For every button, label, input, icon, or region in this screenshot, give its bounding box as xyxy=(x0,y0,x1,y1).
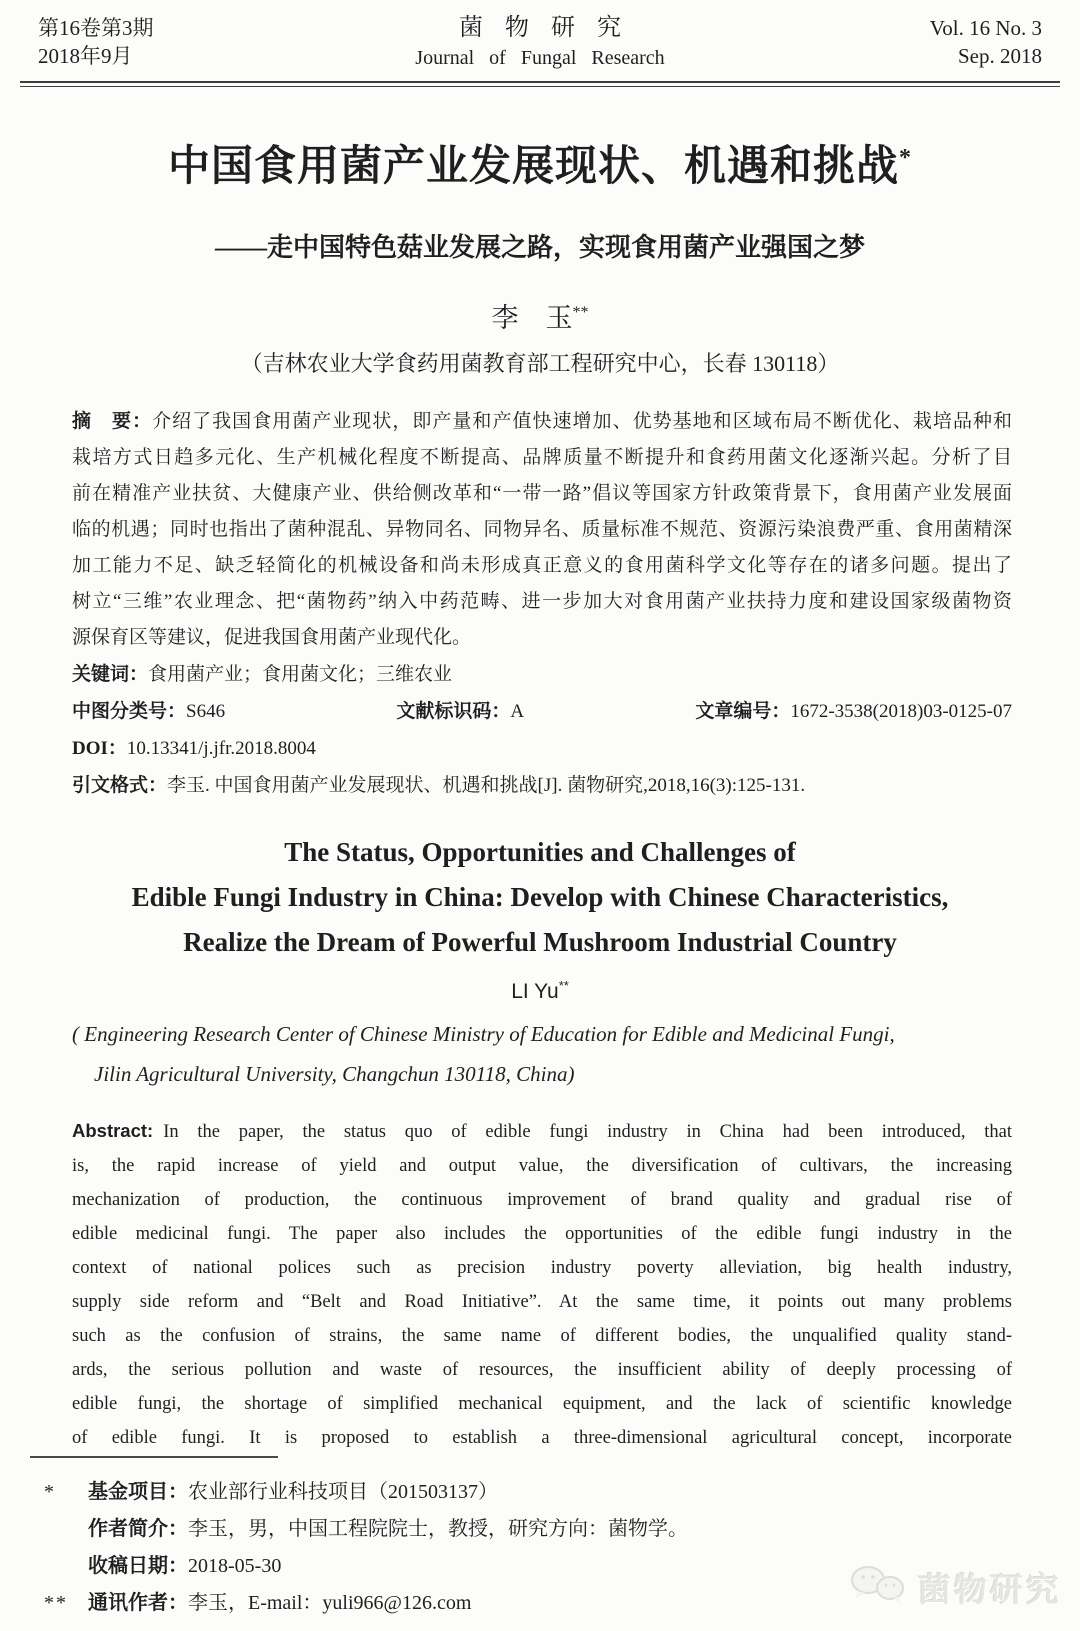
footnote-text-wrap xyxy=(88,1511,1050,1548)
english-abstract-label: Abstract: xyxy=(72,1120,154,1141)
abstract-line: 树立“三维”农业理念、把“菌物药”纳入中药范畴、进一步加大对食用菌产业扶持力度和建设国家级菌物资 xyxy=(72,591,1012,612)
english-abstract-line: ards, the serious pollution and waste of resources, the insufficient ability of deeply processing of xyxy=(72,1360,1012,1380)
abstract-line: 加工能力不足、缺乏轻简化的机械设备和尚未形成真正意义的食用菌科学文化等存在的诸多问题。提出了 xyxy=(72,555,1012,576)
footnote-text: 农业部行业科技项目（201503137） xyxy=(188,1481,498,1503)
keywords-text: 食用菌产业；食用菌文化；三维农业 xyxy=(148,664,453,685)
wechat-bubbles-icon xyxy=(848,1562,910,1613)
abstract-line: 临的机遇；同时也指出了菌种混乱、异物同名、同物异名、质量标准不规范、资源污染浪费严重、食用菌精深 xyxy=(72,519,1012,540)
title-footnote-mark: * xyxy=(899,145,912,171)
footnote-marker xyxy=(30,1511,88,1548)
english-abstract-line: is, the rapid increase of yield and output value, the diversification of cultivars, the increasing xyxy=(72,1156,1012,1176)
english-abstract-line: supply side reform and “Belt and Road Initiative”. At the same time, it points out many problems xyxy=(72,1292,1012,1312)
abstract-label: 摘 要： xyxy=(72,411,153,432)
author-name-text: 李 玉 xyxy=(491,303,573,333)
document-code xyxy=(396,693,524,730)
abstract-line: 源保育区等建议，促进我国食用菌产业现代化。 xyxy=(72,627,472,648)
english-abstract-section xyxy=(72,1114,1012,1455)
doi-label: DOI： xyxy=(72,738,127,759)
keywords-label: 关键词： xyxy=(72,664,149,685)
article-subtitle: ——走中国特色菇业发展之路，实现食用菌产业强国之梦 xyxy=(214,233,865,262)
english-affiliation-line: ( Engineering Research Center of Chinese Ministry of Education for Edible and Medicinal Fungi, xyxy=(72,1022,895,1046)
footnote-text: 2018-05-30 xyxy=(188,1555,282,1577)
article-title xyxy=(0,133,1080,193)
footnote-marker: ** xyxy=(44,1592,68,1614)
footnote-item xyxy=(30,1474,1050,1511)
doi-line xyxy=(72,730,1012,767)
english-affiliation xyxy=(72,1014,1012,1094)
author-footnote-mark: ** xyxy=(572,304,589,321)
issue-date-cn: 2018年9月 xyxy=(38,44,133,68)
classification-line xyxy=(72,693,1012,730)
english-abstract-line: edible medicinal fungi. The paper also includes the opportunities of the edible fungi industry in the xyxy=(72,1224,1012,1244)
english-abstract-line: context of national polices such as precision industry poverty alleviation, big health industry, xyxy=(72,1258,1012,1278)
english-author-text: LI Yu xyxy=(511,980,559,1003)
english-title-line: Edible Fungi Industry in China: Develop with Chinese Characteristics, xyxy=(131,882,949,912)
footnote-text-wrap xyxy=(88,1474,1050,1511)
watermark-logo xyxy=(848,1562,1062,1613)
issue-info xyxy=(38,14,238,70)
clc-number xyxy=(72,693,225,730)
english-abstract-line: mechanization of production, the continuous improvement of brand quality and gradual rise of xyxy=(72,1190,1012,1210)
document-code-value: A xyxy=(510,701,525,722)
chinese-abstract-section xyxy=(72,404,1012,804)
english-title-line: Realize the Dream of Powerful Mushroom Industrial Country xyxy=(183,927,897,957)
citation-text: 李玉. 中国食用菌产业发展现状、机遇和挑战[J]. 菌物研究,2018,16(3):125-131. xyxy=(167,775,806,796)
watermark-text: 菌物研究 xyxy=(918,1573,1062,1609)
clc-value: S646 xyxy=(186,701,226,722)
footnote-label: 收稿日期： xyxy=(88,1555,188,1577)
citation-line xyxy=(72,767,1012,804)
journal-header xyxy=(0,0,1080,72)
citation-label: 引文格式： xyxy=(72,775,168,796)
footnote-marker: * xyxy=(44,1481,56,1503)
footnote-label: 基金项目： xyxy=(88,1481,188,1503)
english-abstract-line: such as the confusion of strains, the same name of different bodies, the unqualified quality stand- xyxy=(72,1326,1012,1346)
footnote-label: 作者简介： xyxy=(88,1518,188,1540)
article-title-text: 中国食用菌产业发展现状、机遇和挑战 xyxy=(167,144,899,190)
article-id xyxy=(695,693,1012,730)
clc-label: 中图分类号： xyxy=(72,701,187,722)
doi-value: 10.13341/j.jfr.2018.8004 xyxy=(126,738,316,759)
article-id-label: 文章编号： xyxy=(695,701,791,722)
footnote-label: 通讯作者： xyxy=(88,1592,188,1614)
journal-title-cn: 菌物研究 xyxy=(459,15,643,41)
english-title-line: The Status, Opportunities and Challenges of xyxy=(284,837,796,867)
english-abstract-line: of edible fungi. It is proposed to establish a three-dimensional agricultural concept, incorporate xyxy=(72,1428,1012,1448)
author-name xyxy=(0,296,1080,335)
issue-number: 第16卷第3期 xyxy=(38,16,154,40)
journal-title-block xyxy=(238,14,842,72)
volume-info xyxy=(842,14,1042,70)
footnote-item xyxy=(30,1511,1050,1548)
abstract-line xyxy=(72,404,1012,440)
journal-title-en: Journal of Fungal Research xyxy=(415,47,665,69)
footnote-marker xyxy=(30,1548,88,1585)
header-divider-rule xyxy=(20,81,1060,87)
english-abstract-line xyxy=(72,1114,1012,1149)
footnote-text: 李玉，男，中国工程院院士，教授，研究方向：菌物学。 xyxy=(188,1518,688,1540)
english-abstract-line: edible fungi, the shortage of simplified mechanical equipment, and the lack of scientific knowledge xyxy=(72,1394,1012,1414)
english-title xyxy=(40,830,1040,965)
abstract-line: 栽培方式日趋多元化、生产机械化程度不断提高、品牌质量不断提升和食药用菌文化逐渐兴起。分析了目 xyxy=(72,447,1012,468)
abstract-line: 前在精准产业扶贫、大健康产业、供给侧改革和“一带一路”倡议等国家方针政策背景下，食用菌产业发展面 xyxy=(72,483,1012,504)
english-author-name xyxy=(0,978,1080,1004)
abstract-text: 介绍了我国食用菌产业现状，即产量和产值快速增加、优势基地和区域布局不断优化、栽培品种和 xyxy=(152,411,1012,432)
footnote-divider xyxy=(30,1456,278,1458)
english-author-footnote-mark: ** xyxy=(558,978,569,993)
footnote-text: 李玉，E-mail：yuli966@126.com xyxy=(188,1592,472,1614)
english-affiliation-line: Jilin Agricultural University, Changchun 130118, China) xyxy=(94,1062,575,1086)
keywords-line xyxy=(72,656,1012,693)
article-id-value: 1672-3538(2018)03-0125-07 xyxy=(790,701,1012,722)
volume-number: Vol. 16 No. 3 xyxy=(929,16,1042,40)
issue-date-en: Sep. 2018 xyxy=(958,44,1042,68)
document-code-label: 文献标识码： xyxy=(396,701,511,722)
author-affiliation: （吉林农业大学食药用菌教育部工程研究中心，长春 130118） xyxy=(240,351,840,376)
english-abstract-text: In the paper, the status quo of edible fungi industry in China had been introduced, that xyxy=(163,1122,1012,1142)
